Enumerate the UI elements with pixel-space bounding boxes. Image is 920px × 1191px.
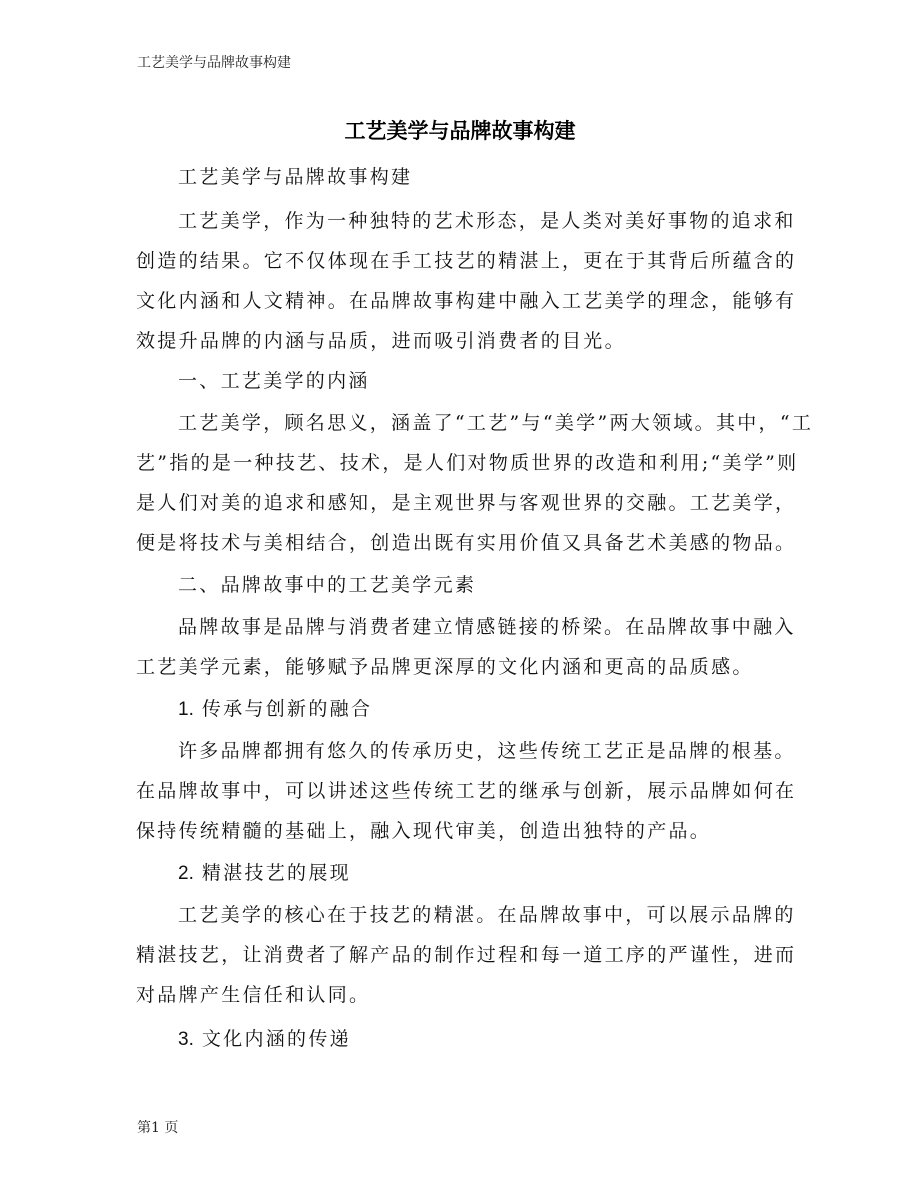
paragraph-line: 保持传统精髓的基础上，融入现代审美，创造出独特的产品。: [136, 820, 712, 842]
paragraph-line: 文化内涵和人文精神。在品牌故事构建中融入工艺美学的理念，能够有: [136, 290, 797, 312]
subsection-heading: [178, 860, 351, 887]
paragraph-line: 艺”指的是一种技艺、技术，是人们对物质世界的改造和利用;“美学”则: [136, 452, 799, 474]
section-heading: 二、品牌故事中的工艺美学元素: [178, 574, 477, 596]
subtitle-line: 工艺美学与品牌故事构建: [178, 166, 413, 188]
paragraph-line: 许多品牌都拥有悠久的传承历史，这些传统工艺正是品牌的根基。: [178, 740, 796, 762]
section-heading: 一、工艺美学的内涵: [178, 370, 370, 392]
paragraph-line: 创造的结果。它不仅体现在手工技艺的精湛上，更在于其背后所蕴含的: [136, 250, 797, 272]
subsection-title: 精湛技艺的展现: [201, 862, 351, 884]
paragraph-line: 工艺美学的核心在于技艺的精湛。在品牌故事中，可以展示品牌的: [178, 904, 796, 926]
paragraph-line: 工艺美学，顾名思义，涵盖了“工艺”与“美学”两大领域。其中，“工: [178, 412, 814, 434]
subsection-title: 传承与创新的融合: [201, 698, 373, 720]
paragraph-line: 品牌故事是品牌与消费者建立情感链接的桥梁。在品牌故事中融入: [178, 616, 796, 638]
subsection-heading: [178, 696, 372, 723]
paragraph-line: 在品牌故事中，可以讲述这些传统工艺的继承与创新，展示品牌如何在: [136, 780, 797, 802]
paragraph-line: 工艺美学元素，能够赋予品牌更深厚的文化内涵和更高的品质感。: [136, 656, 754, 678]
paragraph-line: 对品牌产生信任和认同。: [136, 984, 371, 1006]
subsection-heading: [178, 1026, 351, 1053]
paragraph-line: 效提升品牌的内涵与品质，进而吸引消费者的目光。: [136, 330, 626, 352]
paragraph-line: 精湛技艺，让消费者了解产品的制作过程和每一道工序的严谨性，进而: [136, 944, 797, 966]
paragraph-line: 是人们对美的追求和感知，是主观世界与客观世界的交融。工艺美学，: [136, 492, 797, 514]
paragraph-line: 便是将技术与美相结合，创造出既有实用价值又具备艺术美感的物品。: [136, 532, 797, 554]
subsection-number: 1.: [178, 699, 194, 720]
document-title: 工艺美学与品牌故事构建: [344, 119, 576, 143]
running-header: 工艺美学与品牌故事构建: [137, 55, 291, 71]
subsection-title: 文化内涵的传递: [201, 1028, 351, 1050]
page-number: 第1 页: [137, 1120, 179, 1136]
subsection-number: 2.: [178, 863, 194, 884]
subsection-number: 3.: [178, 1029, 194, 1050]
paragraph-line: 工艺美学，作为一种独特的艺术形态，是人类对美好事物的追求和: [178, 210, 796, 232]
